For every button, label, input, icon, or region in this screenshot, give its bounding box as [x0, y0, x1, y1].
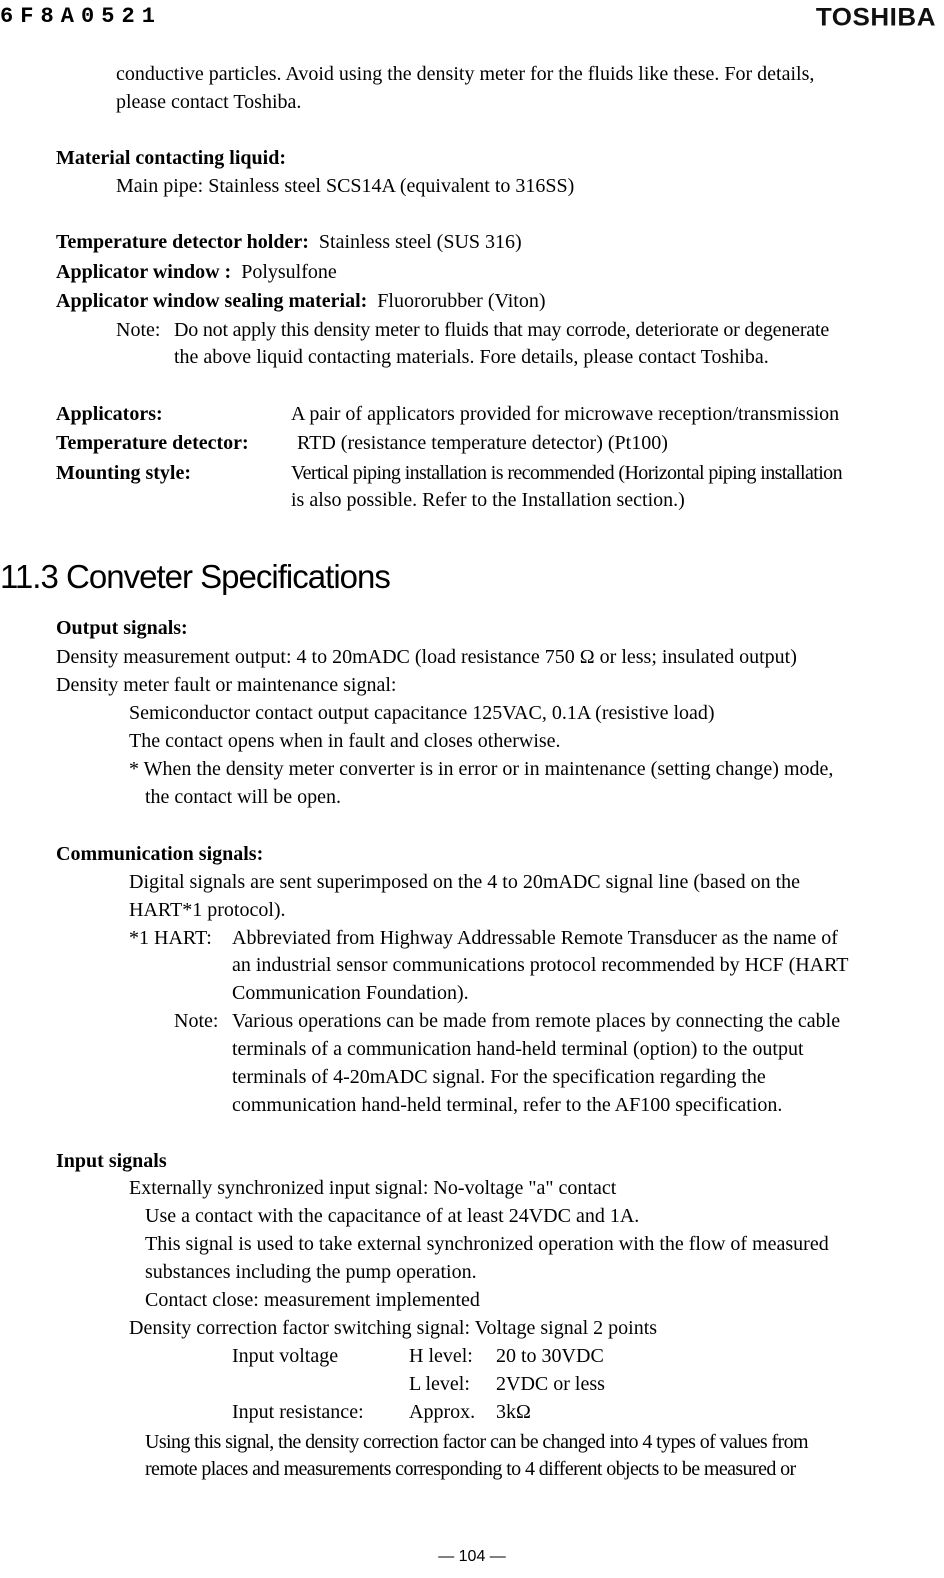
text-line: Vertical piping installation is recommended (Horizontal piping installation — [291, 462, 842, 484]
page-number: — 104 — — [438, 1548, 506, 1565]
l-level-value: 2VDC or less — [496, 1373, 605, 1395]
text-line: Communication Foundation). — [232, 982, 469, 1004]
sealing-label: Applicator window sealing material: — [56, 290, 368, 312]
output-signals-label: Output signals: — [56, 617, 188, 639]
text-line: Do not apply this density meter to fluids that may corrode, deteriorate or degenerate — [174, 319, 830, 341]
temp-detector-value: RTD (resistance temperature detector) (Pt100) — [297, 432, 668, 454]
text-line: * When the density meter converter is in error or in maintenance (setting change) mode, — [129, 758, 834, 780]
applicators-value: A pair of applicators provided for microwave reception/transmission — [291, 403, 840, 425]
note-label: Note: — [174, 1010, 219, 1032]
l-level-label: L level: — [409, 1373, 470, 1395]
text-line: HART*1 protocol). — [129, 899, 286, 921]
applicators-label: Applicators: — [56, 403, 163, 425]
note-label: Note: — [116, 319, 161, 341]
text-line: Digital signals are sent superimposed on the 4 to 20mADC signal line (based on the — [129, 871, 800, 893]
text-line: the above liquid contacting materials. Fore details, please contact Toshiba. — [174, 346, 769, 368]
text-line: Abbreviated from Highway Addressable Remote Transducer as the name of — [232, 927, 838, 949]
text-line: please contact Toshiba. — [116, 91, 302, 113]
mounting-style-label: Mounting style: — [56, 462, 191, 484]
input-signals-label: Input signals — [56, 1150, 167, 1172]
text-line: Various operations can be made from remote places by connecting the cable — [232, 1010, 841, 1032]
text-line: Contact close: measurement implemented — [145, 1289, 480, 1311]
text-line: Externally synchronized input signal: No-voltage "a" contact — [129, 1177, 617, 1199]
section-title: 11.3 Conveter Specifications — [0, 558, 390, 595]
input-voltage-label: Input voltage — [232, 1345, 339, 1367]
sealing-value: Fluororubber (Viton) — [377, 290, 546, 312]
text-line: Density measurement output: 4 to 20mADC (load resistance 750 Ω or less; insulated output) — [56, 646, 797, 668]
h-level-label: H level: — [409, 1345, 473, 1367]
text-line: an industrial sensor communications protocol recommended by HCF (HART — [232, 954, 849, 976]
text-line: communication hand-held terminal, refer to the AF100 specification. — [232, 1094, 783, 1116]
text-line: terminals of 4-20mADC signal. For the specification regarding the — [232, 1066, 766, 1088]
temp-holder-line — [56, 230, 522, 254]
hart-label: *1 HART: — [129, 927, 212, 949]
temp-holder-label: Temperature detector holder: — [56, 231, 309, 253]
text-line: The contact opens when in fault and closes otherwise. — [129, 730, 561, 752]
material-label: Material contacting liquid: — [56, 147, 286, 169]
text-line: terminals of a communication hand-held terminal (option) to the output — [232, 1038, 804, 1060]
toshiba-logo: TOSHIBA — [815, 2, 936, 32]
approx-label: Approx. — [409, 1401, 476, 1423]
text-line: conductive particles. Avoid using the density meter for the fluids like these. For details, — [116, 63, 815, 85]
h-level-value: 20 to 30VDC — [496, 1345, 604, 1367]
text-line: is also possible. Refer to the Installation section.) — [291, 489, 685, 511]
input-resistance-label: Input resistance: — [232, 1401, 364, 1423]
temp-detector-label: Temperature detector: — [56, 432, 249, 454]
text-line: substances including the pump operation. — [145, 1261, 477, 1283]
applicator-window-value: Polysulfone — [241, 261, 337, 283]
temp-holder-value: Stainless steel (SUS 316) — [318, 231, 522, 253]
document-code: 6F8A0521 — [0, 4, 162, 29]
applicator-window-label: Applicator window : — [56, 261, 232, 283]
text-line: Use a contact with the capacitance of at least 24VDC and 1A. — [145, 1205, 640, 1227]
text-line: Density correction factor switching signal: Voltage signal 2 points — [129, 1317, 658, 1339]
applicator-window-line — [56, 260, 337, 284]
text-line: the contact will be open. — [145, 786, 342, 808]
input-resistance-value: 3kΩ — [496, 1401, 531, 1423]
sealing-line — [56, 289, 546, 313]
communication-signals-label: Communication signals: — [56, 843, 264, 865]
text-line: remote places and measurements corresponding to 4 different objects to be measured or — [145, 1458, 796, 1480]
text-line: Main pipe: Stainless steel SCS14A (equivalent to 316SS) — [116, 175, 575, 197]
text-line: Semiconductor contact output capacitance 125VAC, 0.1A (resistive load) — [129, 702, 715, 724]
text-line: Using this signal, the density correction factor can be changed into 4 types of values from — [145, 1431, 808, 1453]
text-line: This signal is used to take external synchronized operation with the flow of measured — [145, 1233, 829, 1255]
text-line: Density meter fault or maintenance signal: — [56, 674, 397, 696]
